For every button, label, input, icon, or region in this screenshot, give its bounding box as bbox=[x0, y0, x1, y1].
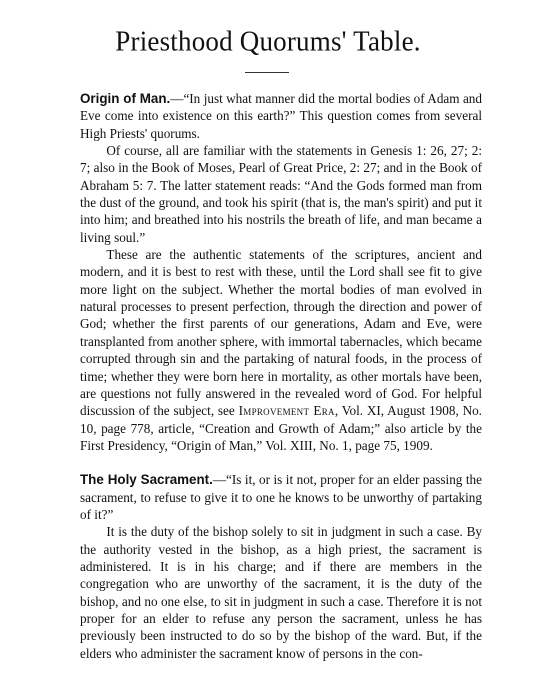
origin-scripture-paragraph: Of course, all are familiar with the statements in Genesis 1: 26, 27; 2: 7; also in the Book of Moses, Pearl of Great Price, 2: 27; and in the Book of Abraham 5: 7. The latter statement reads: “And the Gods formed man from the dust of the ground, and took his spirit (that is, the man's spirit) and put it into him; and breathed into his nostrils the breath of life, and man became a living soul.” bbox=[80, 143, 482, 245]
journal-reference: Improvement Era bbox=[238, 403, 335, 419]
section-heading-sacrament: The Holy Sacrament. bbox=[80, 472, 213, 488]
origin-question-text: —“In just what manner did the mortal bodies of Adam and Eve come into existence on this earth?” This question comes from several High Priests' quorums. bbox=[80, 91, 482, 141]
page-title: Priesthood Quorums' Table. bbox=[115, 25, 421, 57]
origin-discussion-paragraph bbox=[80, 246, 482, 454]
sacrament-answer-paragraph: It is the duty of the bishop solely to sit in judgment in such a case. By the authority vested in the bishop, as a high priest, the sacrament is administered. It is in his charge; and if there are members in the congregation who are unworthy of the sacrament, it is the duty of the bishop, and no one else, to sit in judgment in such a case. Therefore it is not proper for an elder to refuse any person the sacrament, unless he has previously been instructed to do so by the bishop of the ward. But, if the elders who administer the sacrament know of persons in the con- bbox=[80, 524, 482, 661]
origin-question-paragraph bbox=[80, 90, 482, 142]
journal-reference-tail: , Vol. XI, August 1908, No. 10, page 778, article, “Creation and Growth of Adam;” also article by the First Presidency, “Origin of Man,” Vol. XIII, No. 1, page 75, 1909. bbox=[80, 403, 482, 453]
sacrament-question-paragraph bbox=[80, 471, 482, 523]
section-heading-origin: Origin of Man. bbox=[80, 91, 171, 106]
origin-discussion-text: These are the authentic statements of the scriptures, ancient and modern, and it is best to rest with these, until the Lord shall see fit to give more light on the subject. Whether the mortal bodies of man evolved in natural processes to present perfection, through the direction and power of God; whether the first parents of our generations, Adam and Eve, were transplanted from another sphere, with immortal tabernacles, which became corrupted through sin and the partaking of natural foods, in the process of time; whether they were born here in mortality, as other mortals have been, are questions not fully answered in the revealed word of God. For helpful discussion of the subject, see bbox=[80, 247, 482, 419]
sacrament-question-text: —“Is it, or is it not, proper for an elder passing the sacrament, to refuse to give it to one he knows to be unworthy of partaking of it?” bbox=[80, 472, 482, 522]
article-body bbox=[80, 90, 482, 662]
title-divider bbox=[245, 72, 289, 73]
